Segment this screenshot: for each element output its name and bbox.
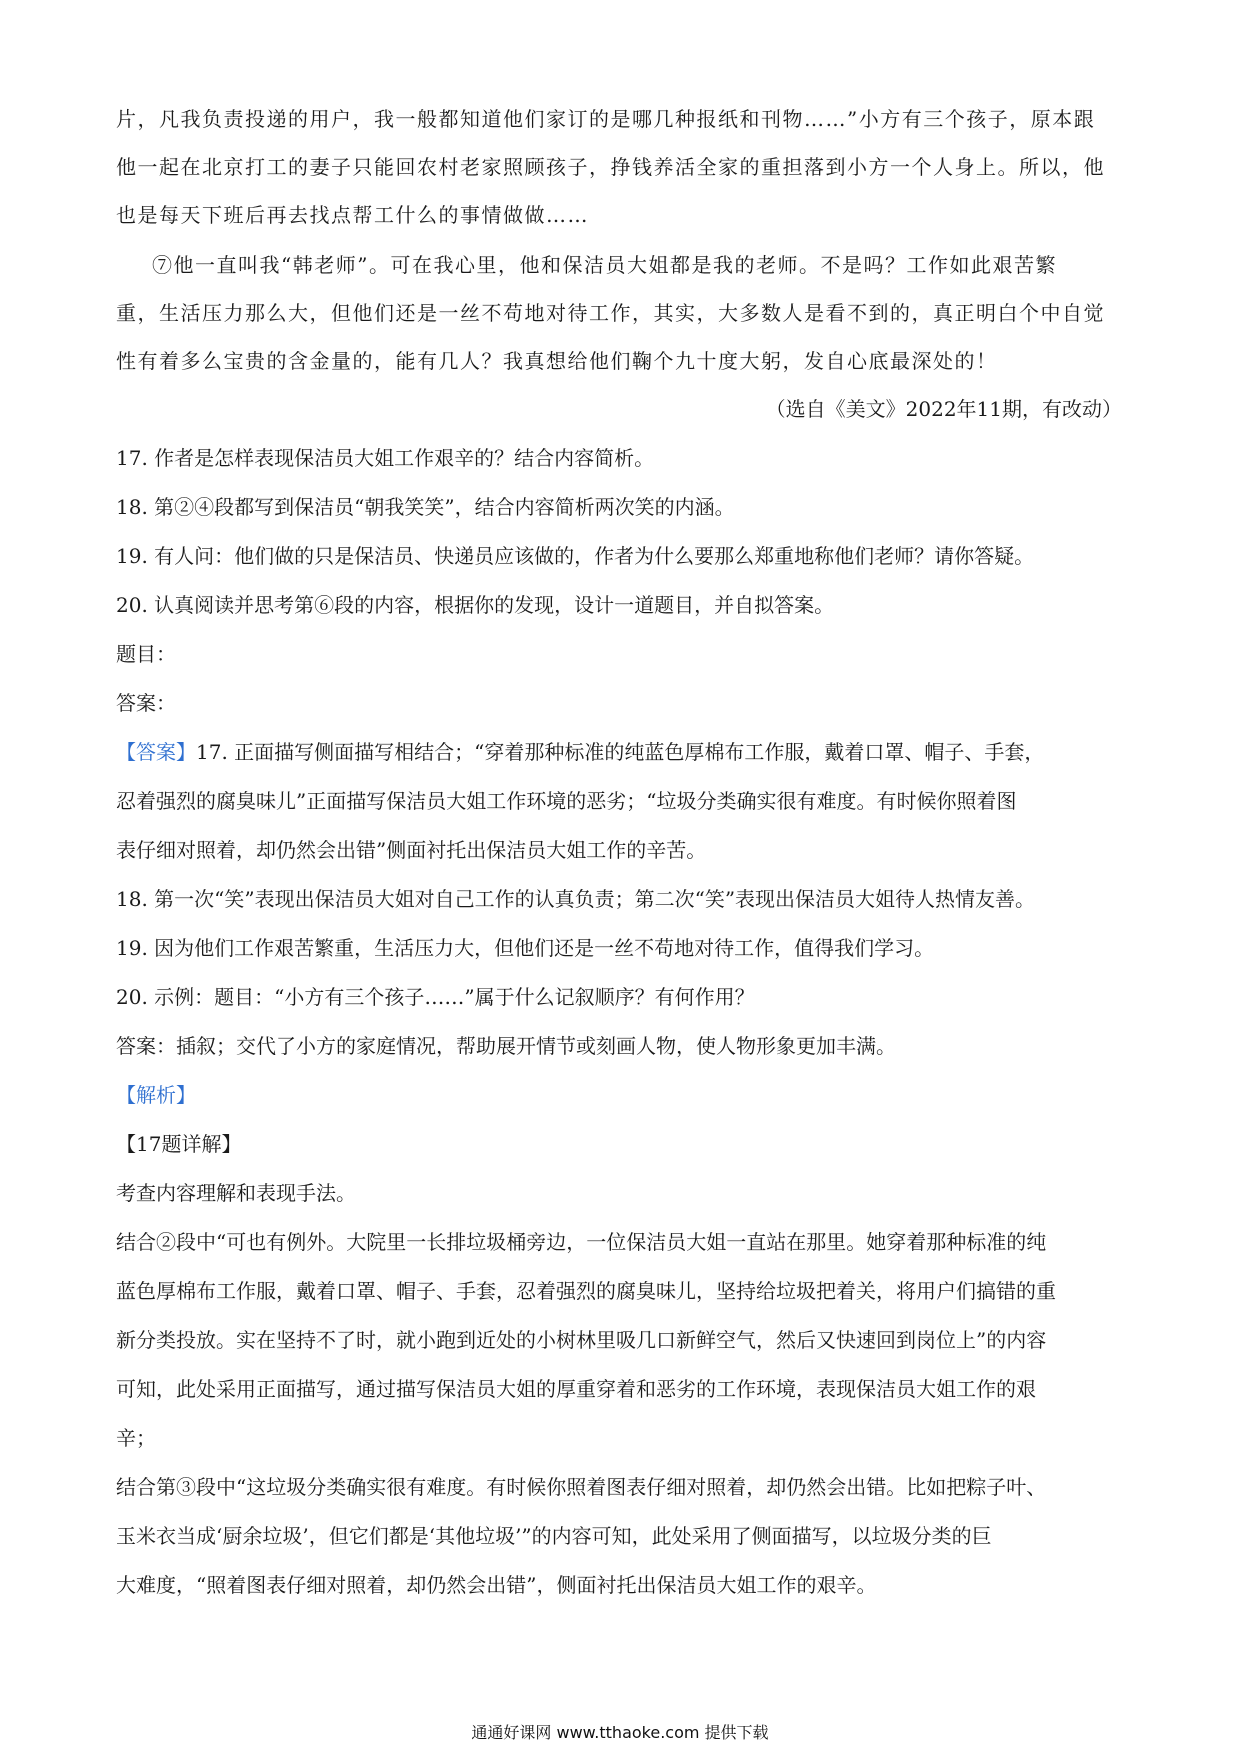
answer-line: 19. 因为他们工作艰苦繁重，生活压力大，但他们还是一丝不苟地对待工作，值得我们学习。: [116, 936, 935, 960]
analysis-line: 考查内容理解和表现手法。: [116, 1181, 356, 1205]
passage-line: 性有着多么宝贵的含金量的，能有几人？我真想给他们鞠个九十度大躬，发自心底最深处的！: [116, 349, 998, 373]
question-20-title-prompt: 题目：: [116, 642, 176, 666]
analysis-line: 大难度，“照着图表仔细对照着，却仍然会出错”，侧面衬托出保洁员大姐工作的艰辛。: [116, 1573, 877, 1597]
analysis-tag: 【解析】: [116, 1083, 196, 1107]
answer-line: 表仔细对照着，却仍然会出错”侧面衬托出保洁员大姐工作的辛苦。: [116, 838, 707, 862]
passage-line: 他一起在北京打工的妻子只能回农村老家照顾孩子，挣钱养活全家的重担落到小方一个人身上。所以，他: [116, 155, 1105, 179]
analysis-line: 可知，此处采用正面描写，通过描写保洁员大姐的厚重穿着和恶劣的工作环境，表现保洁员大姐工作的艰: [116, 1377, 1036, 1401]
page-footer: 通通好课网 www.tthaoke.com 提供下载: [471, 1723, 769, 1742]
passage-line: 也是每天下班后再去找点帮工什么的事情做做……: [116, 203, 589, 227]
answer-line: 20. 示例：题目：“小方有三个孩子……”属于什么记叙顺序？有何作用？: [116, 985, 755, 1009]
answer-line: [116, 737, 1126, 767]
answer-tag: 【答案】: [116, 740, 196, 764]
passage-line: ⑦他一直叫我“韩老师”。可在我心里，他和保洁员大姐都是我的老师。不是吗？工作如此艰苦繁: [152, 253, 1057, 277]
analysis-line: 结合第③段中“这垃圾分类确实很有难度。有时候你照着图表仔细对照着，却仍然会出错。比如把粽子叶、: [116, 1475, 1047, 1499]
answer-first-line: 17. 正面描写侧面描写相结合；“穿着那种标准的纯蓝色厚棉布工作服，戴着口罩、帽子、手套，: [196, 740, 1045, 764]
answer-line: 答案：插叙；交代了小方的家庭情况，帮助展开情节或刻画人物，使人物形象更加丰满。: [116, 1034, 896, 1058]
analysis-line: 玉米衣当成‘厨余垃圾’，但它们都是‘其他垃圾’”的内容可知，此处采用了侧面描写，以垃圾分类的巨: [116, 1524, 992, 1548]
analysis-line: 新分类投放。实在坚持不了时，就小跑到近处的小树林里吸几口新鲜空气，然后又快速回到岗位上”的内容: [116, 1328, 1047, 1352]
answer-line: 18. 第一次“笑”表现出保洁员大姐对自己工作的认真负责；第二次“笑”表现出保洁员大姐待人热情友善。: [116, 887, 1036, 911]
analysis-subheading: 【17题详解】: [116, 1132, 242, 1156]
passage-source: （选自《美文》2022年11期，有改动）: [765, 397, 1122, 421]
question-18: 18. 第②④段都写到保洁员“朝我笑笑”，结合内容简析两次笑的内涵。: [116, 495, 735, 519]
analysis-line: 结合②段中“可也有例外。大院里一长排垃圾桶旁边，一位保洁员大姐一直站在那里。她穿着那种标准的纯: [116, 1230, 1047, 1254]
question-20-answer-prompt: 答案：: [116, 691, 176, 715]
question-20: 20. 认真阅读并思考第⑥段的内容，根据你的发现，设计一道题目，并自拟答案。: [116, 593, 835, 617]
question-19: 19. 有人问：他们做的只是保洁员、快递员应该做的，作者为什么要那么郑重地称他们老师？请你答疑。: [116, 544, 1035, 568]
question-17: 17. 作者是怎样表现保洁员大姐工作艰辛的？结合内容简析。: [116, 446, 655, 470]
passage-line: 重，生活压力那么大，但他们还是一丝不苟地对待工作，其实，大多数人是看不到的，真正明白个中自觉: [116, 301, 1105, 325]
passage-line: 片，凡我负责投递的用户，我一般都知道他们家订的是哪几种报纸和刊物……”小方有三个孩子，原本跟: [116, 107, 1096, 131]
analysis-line: 蓝色厚棉布工作服，戴着口罩、帽子、手套，忍着强烈的腐臭味儿，坚持给垃圾把着关，将用户们搞错的重: [116, 1279, 1056, 1303]
analysis-line: 辛；: [116, 1426, 156, 1450]
answer-line: 忍着强烈的腐臭味儿”正面描写保洁员大姐工作环境的恶劣；“垃圾分类确实很有难度。有时候你照着图: [116, 789, 1017, 813]
